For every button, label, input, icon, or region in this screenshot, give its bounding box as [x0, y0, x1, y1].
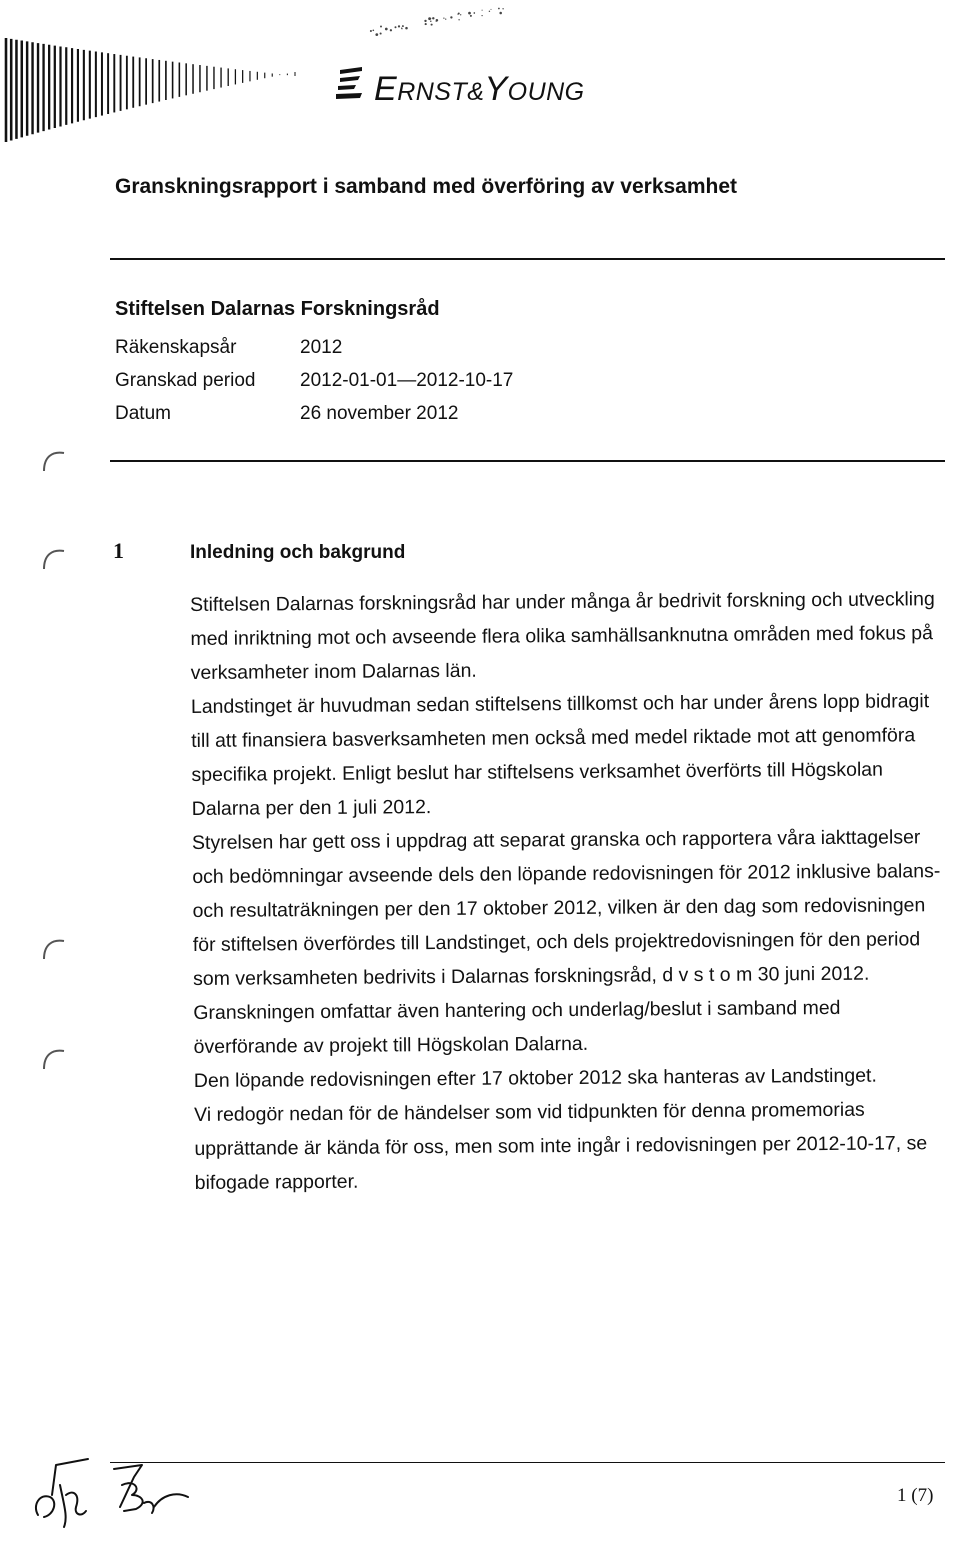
footer-divider	[110, 1462, 945, 1463]
body-paragraph: Stiftelsen Dalarnas forskningsråd har under många år bedrivit forskning och utveckling med inriktning mot och avseende flera olika samhällsanknutna områden med fokus på verksamheter inom Dalarnas län.	[190, 588, 935, 684]
speckle-dot	[481, 15, 482, 16]
handwritten-initials	[30, 1455, 220, 1535]
meta-label-fiscal-year: Räkenskapsår	[115, 337, 237, 358]
speckle-dot	[405, 27, 408, 30]
speckle-dot	[473, 12, 475, 14]
speckle-dot	[401, 28, 402, 29]
speckle-dot	[385, 28, 388, 31]
speckle-dot	[450, 16, 452, 18]
logo-wordmark: ERNST&YOUNG	[374, 70, 585, 108]
meta-label-period: Granskad period	[115, 370, 256, 391]
speckle-dot	[490, 9, 491, 10]
page-number: 1 (7)	[897, 1485, 934, 1506]
binder-hole-icon	[40, 1045, 68, 1073]
ey-logo-icon	[336, 66, 364, 100]
speckle-dot	[445, 18, 446, 19]
body-paragraph: Vi redogör nedan för de händelser som vid tidpunkten för denna promemorias upprättande är kända för oss, men som inte ingår i redovisningen per 2012-10-17, se bifogade rapporter.	[194, 1098, 928, 1194]
barcode-graphic	[4, 30, 334, 145]
organization-name: Stiftelsen Dalarnas Forskningsråd	[115, 298, 440, 320]
body-paragraph: Styrelsen har gett oss i uppdrag att separat granska och rapportera våra iakttagelser och bedömningar avseende dels den löpande redovisningen för 2012 inklusive balans- och resultaträkningen per den 17 oktober 2012, vilken är den dag som redovisningen för stiftelsen överfördes till Landstinget, och dels projektredovisningen för den period som verksamheten bedrivits i Dalarnas forskningsråd, d v s t o m 30 juni 2012. Granskningen omfattar även hantering och underlag/beslut i samband med överförande av projekt till Högskolan Dalarna.	[191, 826, 941, 1058]
speckle-dot	[375, 33, 378, 36]
body-paragraph: Den löpande redovisningen efter 17 oktober 2012 ska hanteras av Landstinget.	[193, 1064, 877, 1092]
speckle-dot	[431, 24, 433, 26]
binder-hole-icon	[40, 447, 68, 475]
meta-value-fiscal-year: 2012	[300, 337, 343, 358]
speckle-dot	[458, 19, 459, 20]
speckle-dot	[428, 17, 431, 20]
speckle-dot	[398, 25, 400, 27]
section-title: Inledning och bakgrund	[190, 542, 406, 563]
meta-divider	[110, 460, 945, 462]
speckle-dot	[457, 13, 458, 14]
report-title: Granskningsrapport i samband med överföring av verksamhet	[115, 175, 738, 198]
speckle-dot	[443, 17, 444, 18]
speckle-dot	[498, 8, 500, 10]
speckle-dot	[482, 10, 483, 11]
speckle-dot	[425, 23, 427, 25]
speckle-dot	[424, 20, 426, 22]
speckle-dot	[380, 26, 382, 28]
speckle-dot	[460, 14, 461, 15]
title-divider	[110, 258, 945, 260]
speckle-dot	[402, 25, 404, 27]
speckle-dot	[470, 15, 472, 17]
section-number: 1	[113, 538, 124, 563]
meta-value-period: 2012-01-01—2012-10-17	[300, 370, 514, 391]
binder-hole-icon	[40, 545, 68, 573]
section-body	[190, 582, 945, 1200]
speckle-dot	[502, 8, 503, 9]
speckle-dot	[468, 12, 471, 15]
speckle-dot	[380, 33, 381, 34]
meta-value-date: 26 november 2012	[300, 403, 459, 424]
binder-hole-icon	[40, 935, 68, 963]
body-paragraph: Landstinget är huvudman sedan stiftelsens tillkomst och har under årens lopp bidragit till att finansiera basverksamheten men också med medel riktade mot att genomföra specifika projekt. Enligt beslut har stiftelsens verksamhet överförts till Högskolan Dalarna per den 1 juli 2012.	[190, 690, 930, 820]
speckle-dot	[370, 30, 372, 32]
speckle-dot	[372, 29, 374, 31]
speckle-dot	[499, 12, 502, 15]
speckle-dot	[430, 20, 431, 21]
speckle-dot	[489, 11, 490, 12]
speckle-dot	[395, 26, 397, 28]
ernst-young-logo	[336, 66, 585, 106]
speckle-dot	[390, 29, 392, 31]
speckle-dot	[436, 19, 439, 22]
scan-speckle	[360, 0, 510, 40]
speckle-dot	[432, 17, 434, 19]
meta-label-date: Datum	[115, 403, 171, 424]
